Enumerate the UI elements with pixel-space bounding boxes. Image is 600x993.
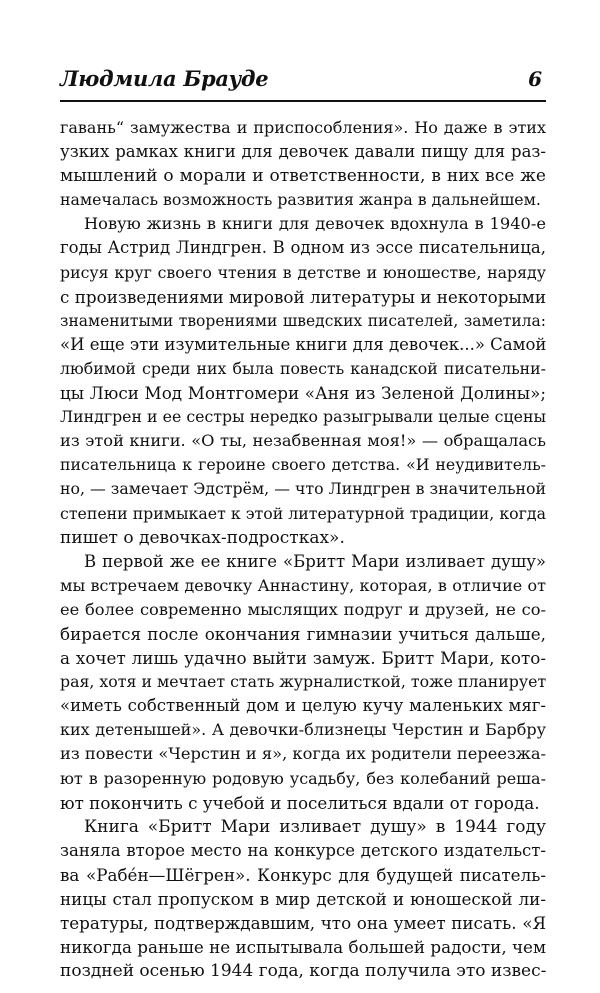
text-line: знаменитыми творениями шведских писателей, заметила:: [60, 311, 546, 330]
text-line: из этой книги. «О ты, незабвенная моя!» — обращалась: [60, 431, 546, 451]
text-line: а хочет лишь удачно выйти замуж. Бритт Мари, кото-: [60, 648, 546, 669]
text-line: рисуя круг своего чтения в детстве и юношестве, наряду: [60, 262, 546, 282]
text-line: ницы стал пропуском в мир детской и юношеской ли-: [60, 889, 546, 909]
text-line: степени примыкает к этой литературной традиции, когда: [60, 503, 546, 523]
text-line: любимой среди них была повесть канадской писательни-: [60, 358, 546, 378]
text-line: ее более современно мыслящих подруг и друзей, не со-: [60, 599, 546, 619]
text-line: В первой же ее книге «Бритт Мари изливает душу»: [84, 551, 546, 571]
text-line: мышлений о морали и ответственности, в них все же: [60, 166, 546, 187]
text-line: заняла второе место на конкурсе детского издательст-: [60, 840, 546, 860]
text-line: мы встречаем девочку Аннастину, которая, в отличие от: [60, 575, 546, 595]
text-line: «И еще эти изумительные книги для девочек...» Самой: [60, 334, 546, 354]
text-line: годы Астрид Линдгрен. В одном из эссе писательница,: [60, 238, 546, 258]
header-rule: [60, 100, 546, 102]
text-line: бирается после окончания гимназии учиться дальше,: [60, 623, 546, 644]
text-line: никогда раньше не испытывала большей радости, чем: [60, 937, 546, 958]
text-line: поздней осенью 1944 года, когда получила это извес-: [60, 961, 546, 982]
text-line: Книга «Бритт Мари изливает душу» в 1944 году: [84, 816, 546, 837]
text-line: пишет о девочках-подростках».: [60, 527, 345, 548]
text-line: гавань“ замужества и приспособления». Но даже в этих: [60, 118, 546, 137]
running-head: [60, 66, 546, 96]
text-line: с произведениями мировой литературы и некоторыми: [60, 286, 546, 307]
running-head-author: Людмила Брауде: [60, 66, 269, 91]
text-line: Линдгрен и ее сестры нередко разыгрывали целые сцены: [60, 407, 546, 427]
text-line: ют в разоренную родовую усадьбу, без колебаний реша-: [60, 768, 546, 788]
text-line: рая, хотя и мечтает стать журналисткой, тоже планирует: [60, 672, 546, 692]
text-line: намечалась возможность развития жанра в дальнейшем.: [60, 190, 541, 210]
body-text: [60, 116, 546, 983]
text-line: писательница к героине своего детства. «И неудивитель-: [60, 455, 546, 475]
text-line: ких детенышей». А девочки-близнецы Черстин и Барбру: [60, 720, 546, 740]
text-line: из повести «Черстин и я», когда их родители переезжа-: [60, 744, 546, 764]
text-line: но, — замечает Эдстрём, — что Линдгрен в значительной: [60, 479, 546, 499]
text-line: цы Люси Мод Монтгомери «Аня из Зеленой Долины»;: [60, 383, 546, 404]
text-line: тературы, подтверждавшим, что она умеет писать. «Я: [60, 913, 546, 934]
text-line: узких рамках книги для девочек давали пищу для раз-: [60, 142, 546, 162]
page-number: 6: [528, 67, 542, 91]
text-line: ва «Рабе́н—Шёгрен». Конкурс для будущей писатель-: [60, 864, 546, 885]
text-line: ют покончить с учебой и поселиться вдали от города.: [60, 792, 540, 813]
text-line: «иметь собственный дом и целую кучу маленьких мяг-: [60, 696, 546, 716]
text-line: Новую жизнь в книги для девочек вдохнула в 1940-е: [84, 214, 546, 234]
